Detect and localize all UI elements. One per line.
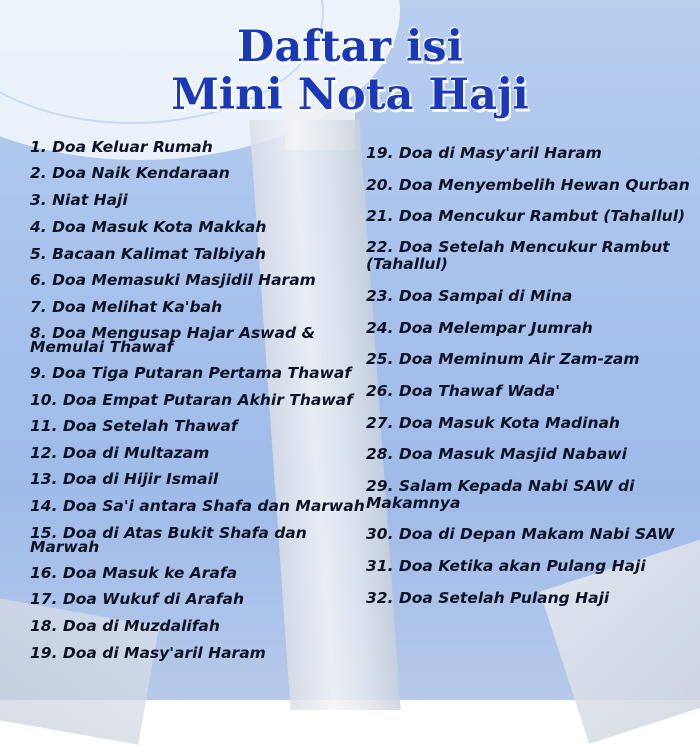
list-item: 3. Niat Haji: [30, 191, 128, 209]
list-item: 14. Doa Sa'i antara Shafa dan Marwah: [30, 497, 365, 515]
list-item: 25. Doa Meminum Air Zam-zam: [366, 350, 640, 368]
list-item: 4. Doa Masuk Kota Makkah: [30, 218, 267, 236]
list-item: 27. Doa Masuk Kota Madinah: [366, 414, 620, 432]
list-item: Memulai Thawaf: [30, 338, 174, 356]
list-item: (Tahallul): [366, 255, 448, 273]
title-line-2: Mini Nota Haji: [171, 70, 529, 120]
list-item: 9. Doa Tiga Putaran Pertama Thawaf: [30, 364, 352, 382]
list-item: Makamnya: [366, 494, 461, 512]
list-item: 11. Doa Setelah Thawaf: [30, 417, 238, 435]
list-item: 21. Doa Mencukur Rambut (Tahallul): [366, 207, 686, 225]
list-item: 8. Doa Mengusap Hajar Aswad &: [30, 324, 315, 342]
list-item: 30. Doa di Depan Makam Nabi SAW: [366, 525, 675, 543]
list-item: 31. Doa Ketika akan Pulang Haji: [366, 557, 646, 575]
list-item: 5. Bacaan Kalimat Talbiyah: [30, 245, 266, 263]
list-item: 16. Doa Masuk ke Arafa: [30, 564, 238, 582]
list-item: 19. Doa di Masy'aril Haram: [366, 144, 602, 162]
title-line-1: Daftar isi: [237, 22, 463, 72]
list-item: 29. Salam Kepada Nabi SAW di: [366, 477, 635, 495]
list-item: 24. Doa Melempar Jumrah: [366, 319, 593, 337]
list-item: 17. Doa Wukuf di Arafah: [30, 590, 244, 608]
list-item: 23. Doa Sampai di Mina: [366, 287, 573, 305]
list-item: Marwah: [30, 538, 100, 556]
list-item: 10. Doa Empat Putaran Akhir Thawaf: [30, 391, 353, 409]
list-item: 22. Doa Setelah Mencukur Rambut: [366, 238, 670, 256]
list-item: 6. Doa Memasuki Masjidil Haram: [30, 271, 316, 289]
list-item: 28. Doa Masuk Masjid Nabawi: [366, 445, 627, 463]
list-item: 7. Doa Melihat Ka'bah: [30, 298, 223, 316]
list-item: 32. Doa Setelah Pulang Haji: [366, 589, 610, 607]
list-item: 19. Doa di Masy'aril Haram: [30, 644, 266, 662]
list-item: 26. Doa Thawaf Wada': [366, 382, 561, 400]
list-item: 12. Doa di Multazam: [30, 444, 210, 462]
list-item: 18. Doa di Muzdalifah: [30, 617, 220, 635]
list-item: 1. Doa Keluar Rumah: [30, 138, 213, 156]
list-item: 15. Doa di Atas Bukit Shafa dan: [30, 524, 307, 542]
list-item: 20. Doa Menyembelih Hewan Qurban: [366, 176, 690, 194]
list-item: 13. Doa di Hijir Ismail: [30, 470, 219, 488]
list-item: 2. Doa Naik Kendaraan: [30, 164, 230, 182]
